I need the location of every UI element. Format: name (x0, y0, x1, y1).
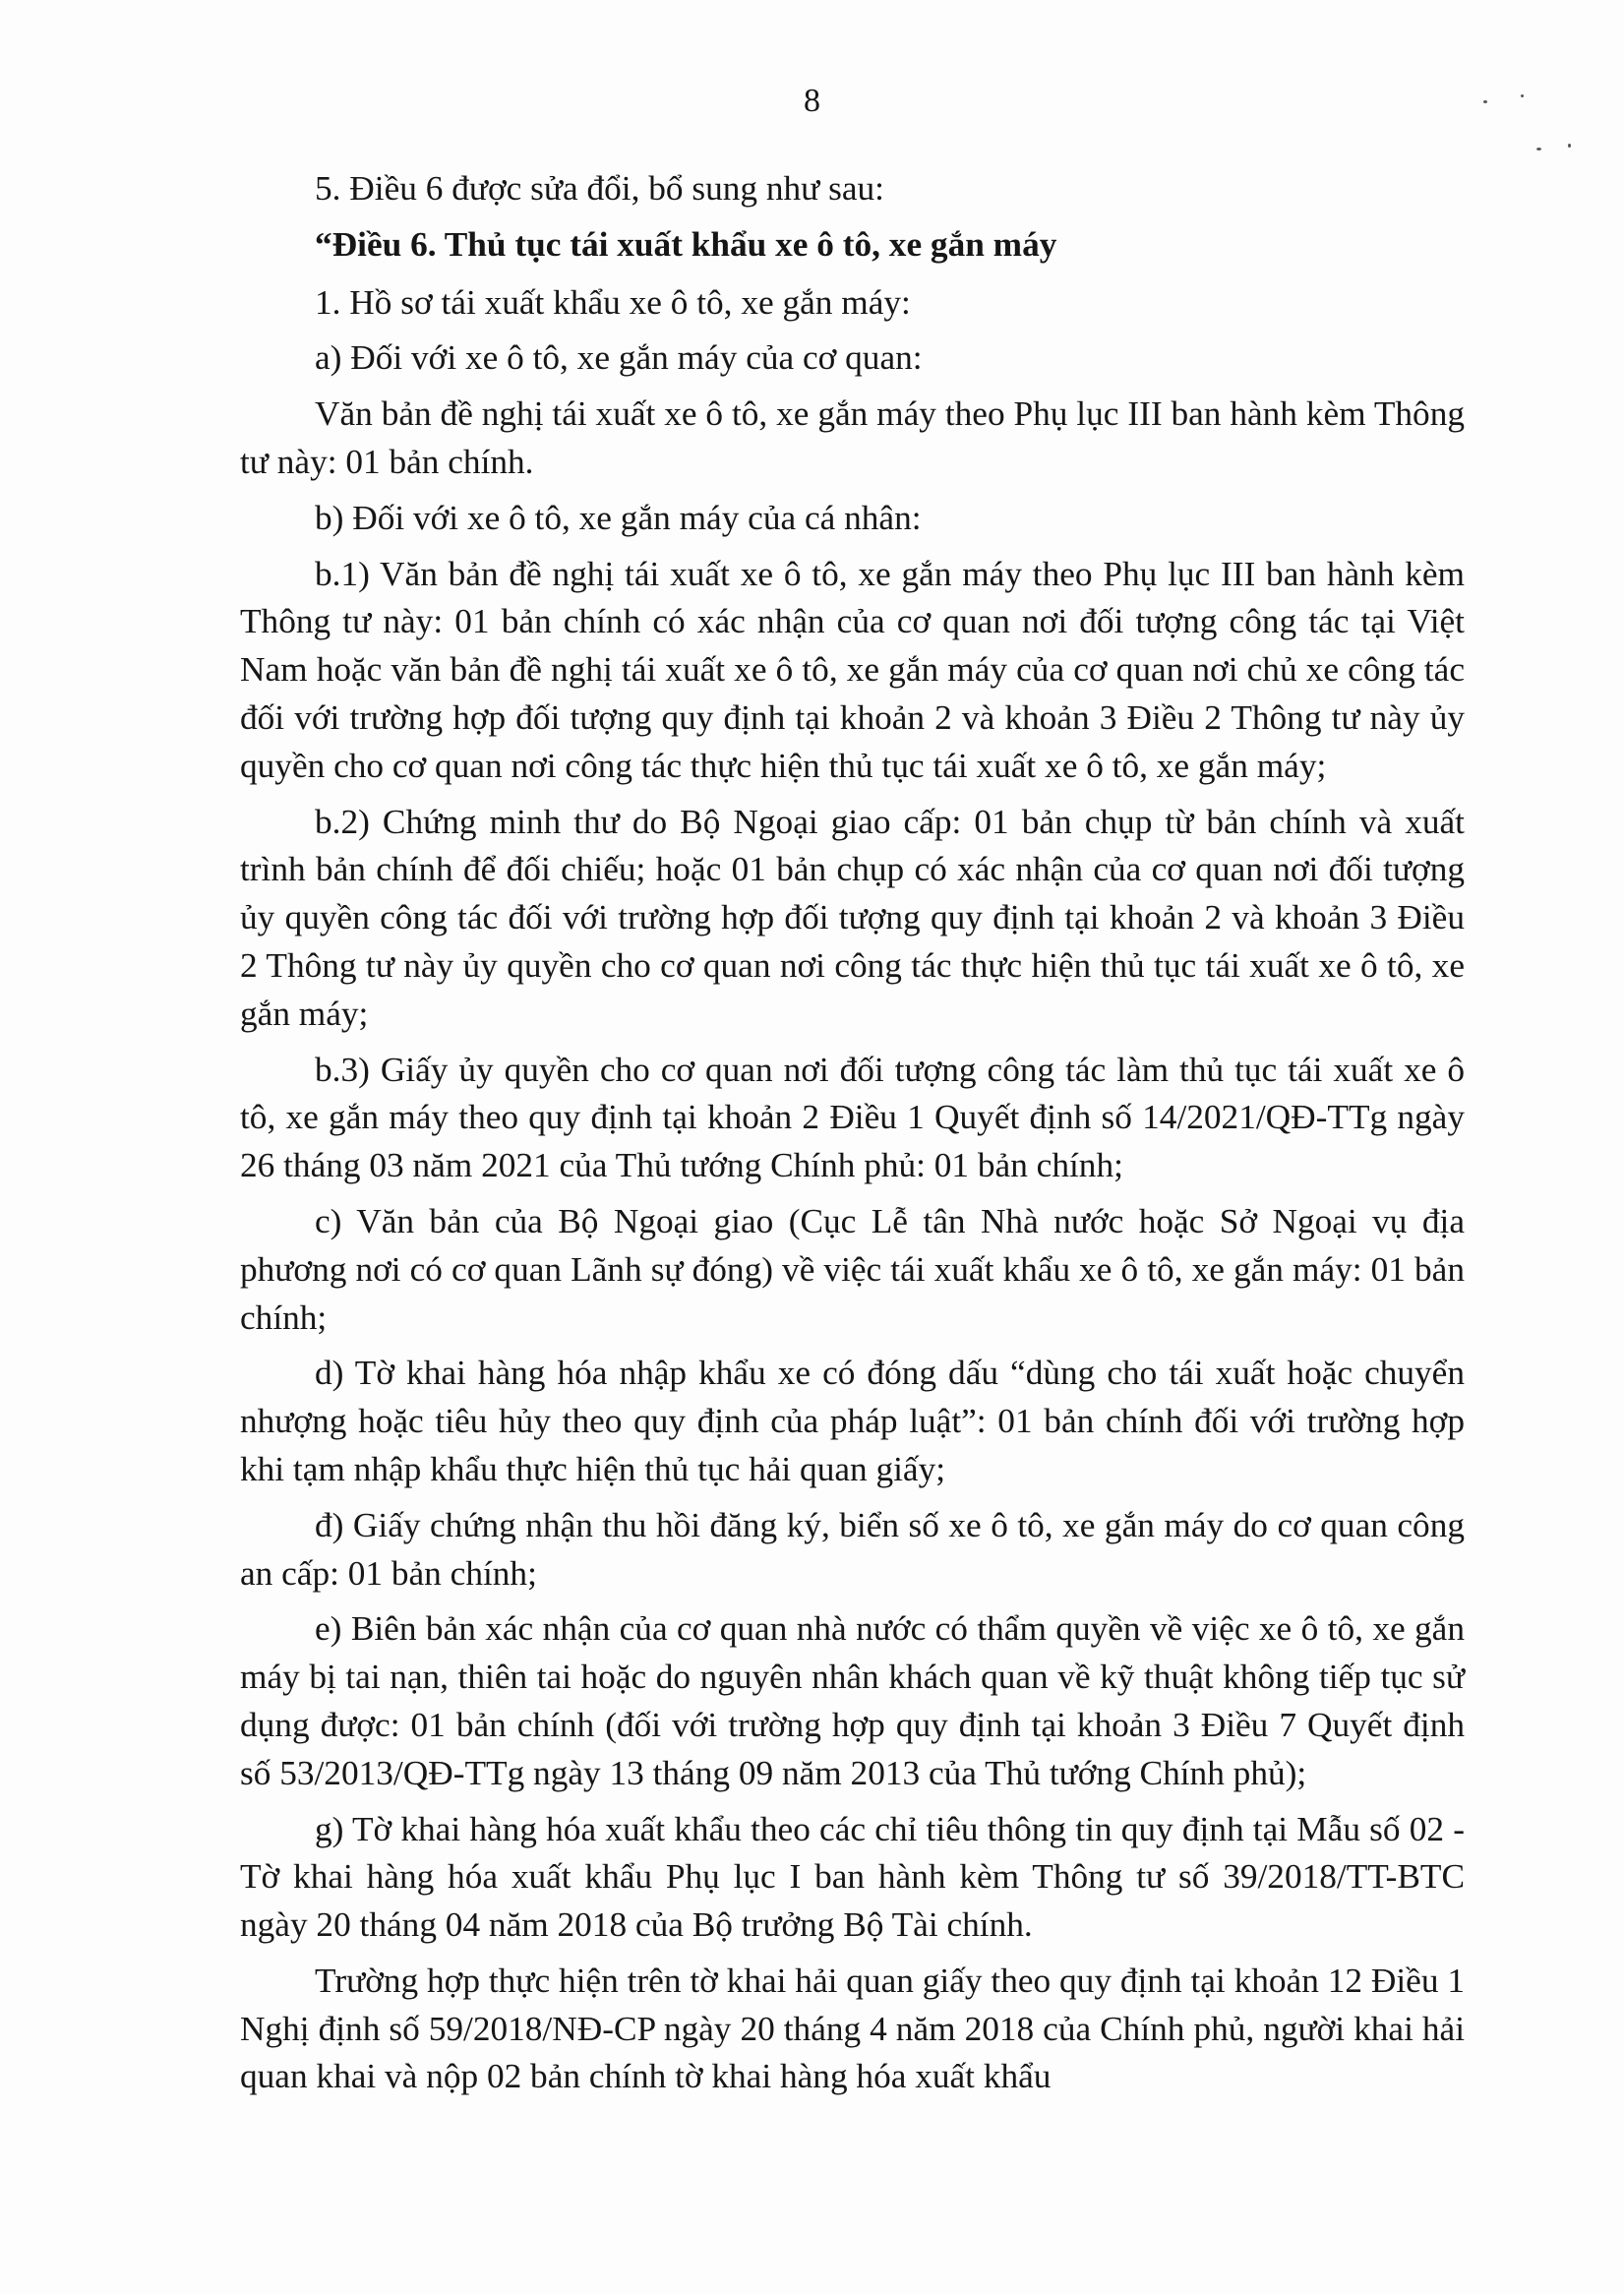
page-number: 8 (804, 83, 820, 119)
clause-5-intro: 5. Điều 6 được sửa đổi, bổ sung như sau: (315, 169, 884, 208)
point-b1-text: b.1) Văn bản đề nghị tái xuất xe ô tô, xe gắn máy theo Phụ lục III ban hành kèm Thông tư này: 01 bản chính có xác nhận của cơ quan nơi đối tượng công tác tại Việt Nam hoặc văn bản đề nghị tái xuất xe ô tô, xe gắn máy của cơ quan nơi chủ xe công tác đối với trường hợp đối tượng quy định tại khoản 2 và khoản 3 Điều 2 Thông tư này ủy quyền cho cơ quan nơi công tác thực hiện thủ tục tái xuất xe ô tô, xe gắn máy; (240, 554, 1465, 785)
point-d-text: d) Tờ khai hàng hóa nhập khẩu xe có đóng dấu “dùng cho tái xuất hoặc chuyển nhượng hoặc tiêu hủy theo quy định của pháp luật”: 01 bản chính đối với trường hợp khi tạm nhập khẩu thực hiện thủ tục hải quan giấy; (240, 1354, 1465, 1488)
document-body (240, 165, 1465, 2109)
point-c-text: c) Văn bản của Bộ Ngoại giao (Cục Lễ tân Nhà nước hoặc Sở Ngoại vụ địa phương nơi có cơ quan Lãnh sự đóng) về việc tái xuất khẩu xe ô tô, xe gắn máy: 01 bản chính; (240, 1201, 1465, 1337)
paper-declaration-case-text: Trường hợp thực hiện trên tờ khai hải quan giấy theo quy định tại khoản 12 Điều 1 Nghị định số 59/2018/NĐ-CP ngày 20 tháng 4 năm 2018 của Chính phủ, người khai hải quan khai và nộp 02 bản chính tờ khai hàng hóa xuất khẩu (240, 1961, 1465, 2096)
scan-speck (1536, 148, 1541, 151)
point-b3-text: b.3) Giấy ủy quyền cho cơ quan nơi đối tượng công tác làm thủ tục tái xuất xe ô tô, xe gắn máy theo quy định tại khoản 2 Điều 1 Quyết định số 14/2021/QĐ-TTg ngày 26 tháng 03 năm 2021 của Thủ tướng Chính phủ: 01 bản chính; (240, 1050, 1465, 1185)
point-a-title: a) Đối với xe ô tô, xe gắn máy của cơ quan: (315, 338, 923, 378)
point-a-text: Văn bản đề nghị tái xuất xe ô tô, xe gắn máy theo Phụ lục III ban hành kèm Thông tư này: 01 bản chính. (240, 394, 1465, 481)
scan-speck (1568, 144, 1571, 148)
point-b2-text: b.2) Chứng minh thư do Bộ Ngoại giao cấp: 01 bản chụp từ bản chính và xuất trình bản chính để đối chiếu; hoặc 01 bản chụp có xác nhận của cơ quan nơi đối tượng ủy quyền công tác đối với trường hợp đối tượng quy định tại khoản 2 và khoản 3 Điều 2 Thông tư này ủy quyền cho cơ quan nơi công tác thực hiện thủ tục tái xuất xe ô tô, xe gắn máy; (240, 802, 1465, 1033)
scan-speck (1483, 100, 1487, 103)
point-g-text: g) Tờ khai hàng hóa xuất khẩu theo các chỉ tiêu thông tin quy định tại Mẫu số 02 - Tờ khai hàng hóa xuất khẩu Phụ lục I ban hành kèm Thông tư số 39/2018/TT-BTC ngày 20 tháng 04 năm 2018 của Bộ trưởng Bộ Tài chính. (240, 1809, 1465, 1945)
scan-speck (1521, 94, 1524, 97)
point-b-title: b) Đối với xe ô tô, xe gắn máy của cá nhân: (315, 498, 922, 537)
paragraph-1-title: 1. Hồ sơ tái xuất khẩu xe ô tô, xe gắn máy: (315, 282, 911, 322)
point-e-text: e) Biên bản xác nhận của cơ quan nhà nước có thẩm quyền về việc xe ô tô, xe gắn máy bị tai nạn, thiên tai hoặc do nguyên nhân khách quan về kỹ thuật không tiếp tục sử dụng được: 01 bản chính (đối với trường hợp quy định tại khoản 3 Điều 7 Quyết định số 53/2013/QĐ-TTg ngày 13 tháng 09 năm 2013 của Thủ tướng Chính phủ); (240, 1609, 1465, 1792)
point-dd-text: đ) Giấy chứng nhận thu hồi đăng ký, biển số xe ô tô, xe gắn máy do cơ quan công an cấp: 01 bản chính; (240, 1505, 1465, 1593)
article-6-heading: “Điều 6. Thủ tục tái xuất khẩu xe ô tô, xe gắn máy (315, 224, 1057, 264)
